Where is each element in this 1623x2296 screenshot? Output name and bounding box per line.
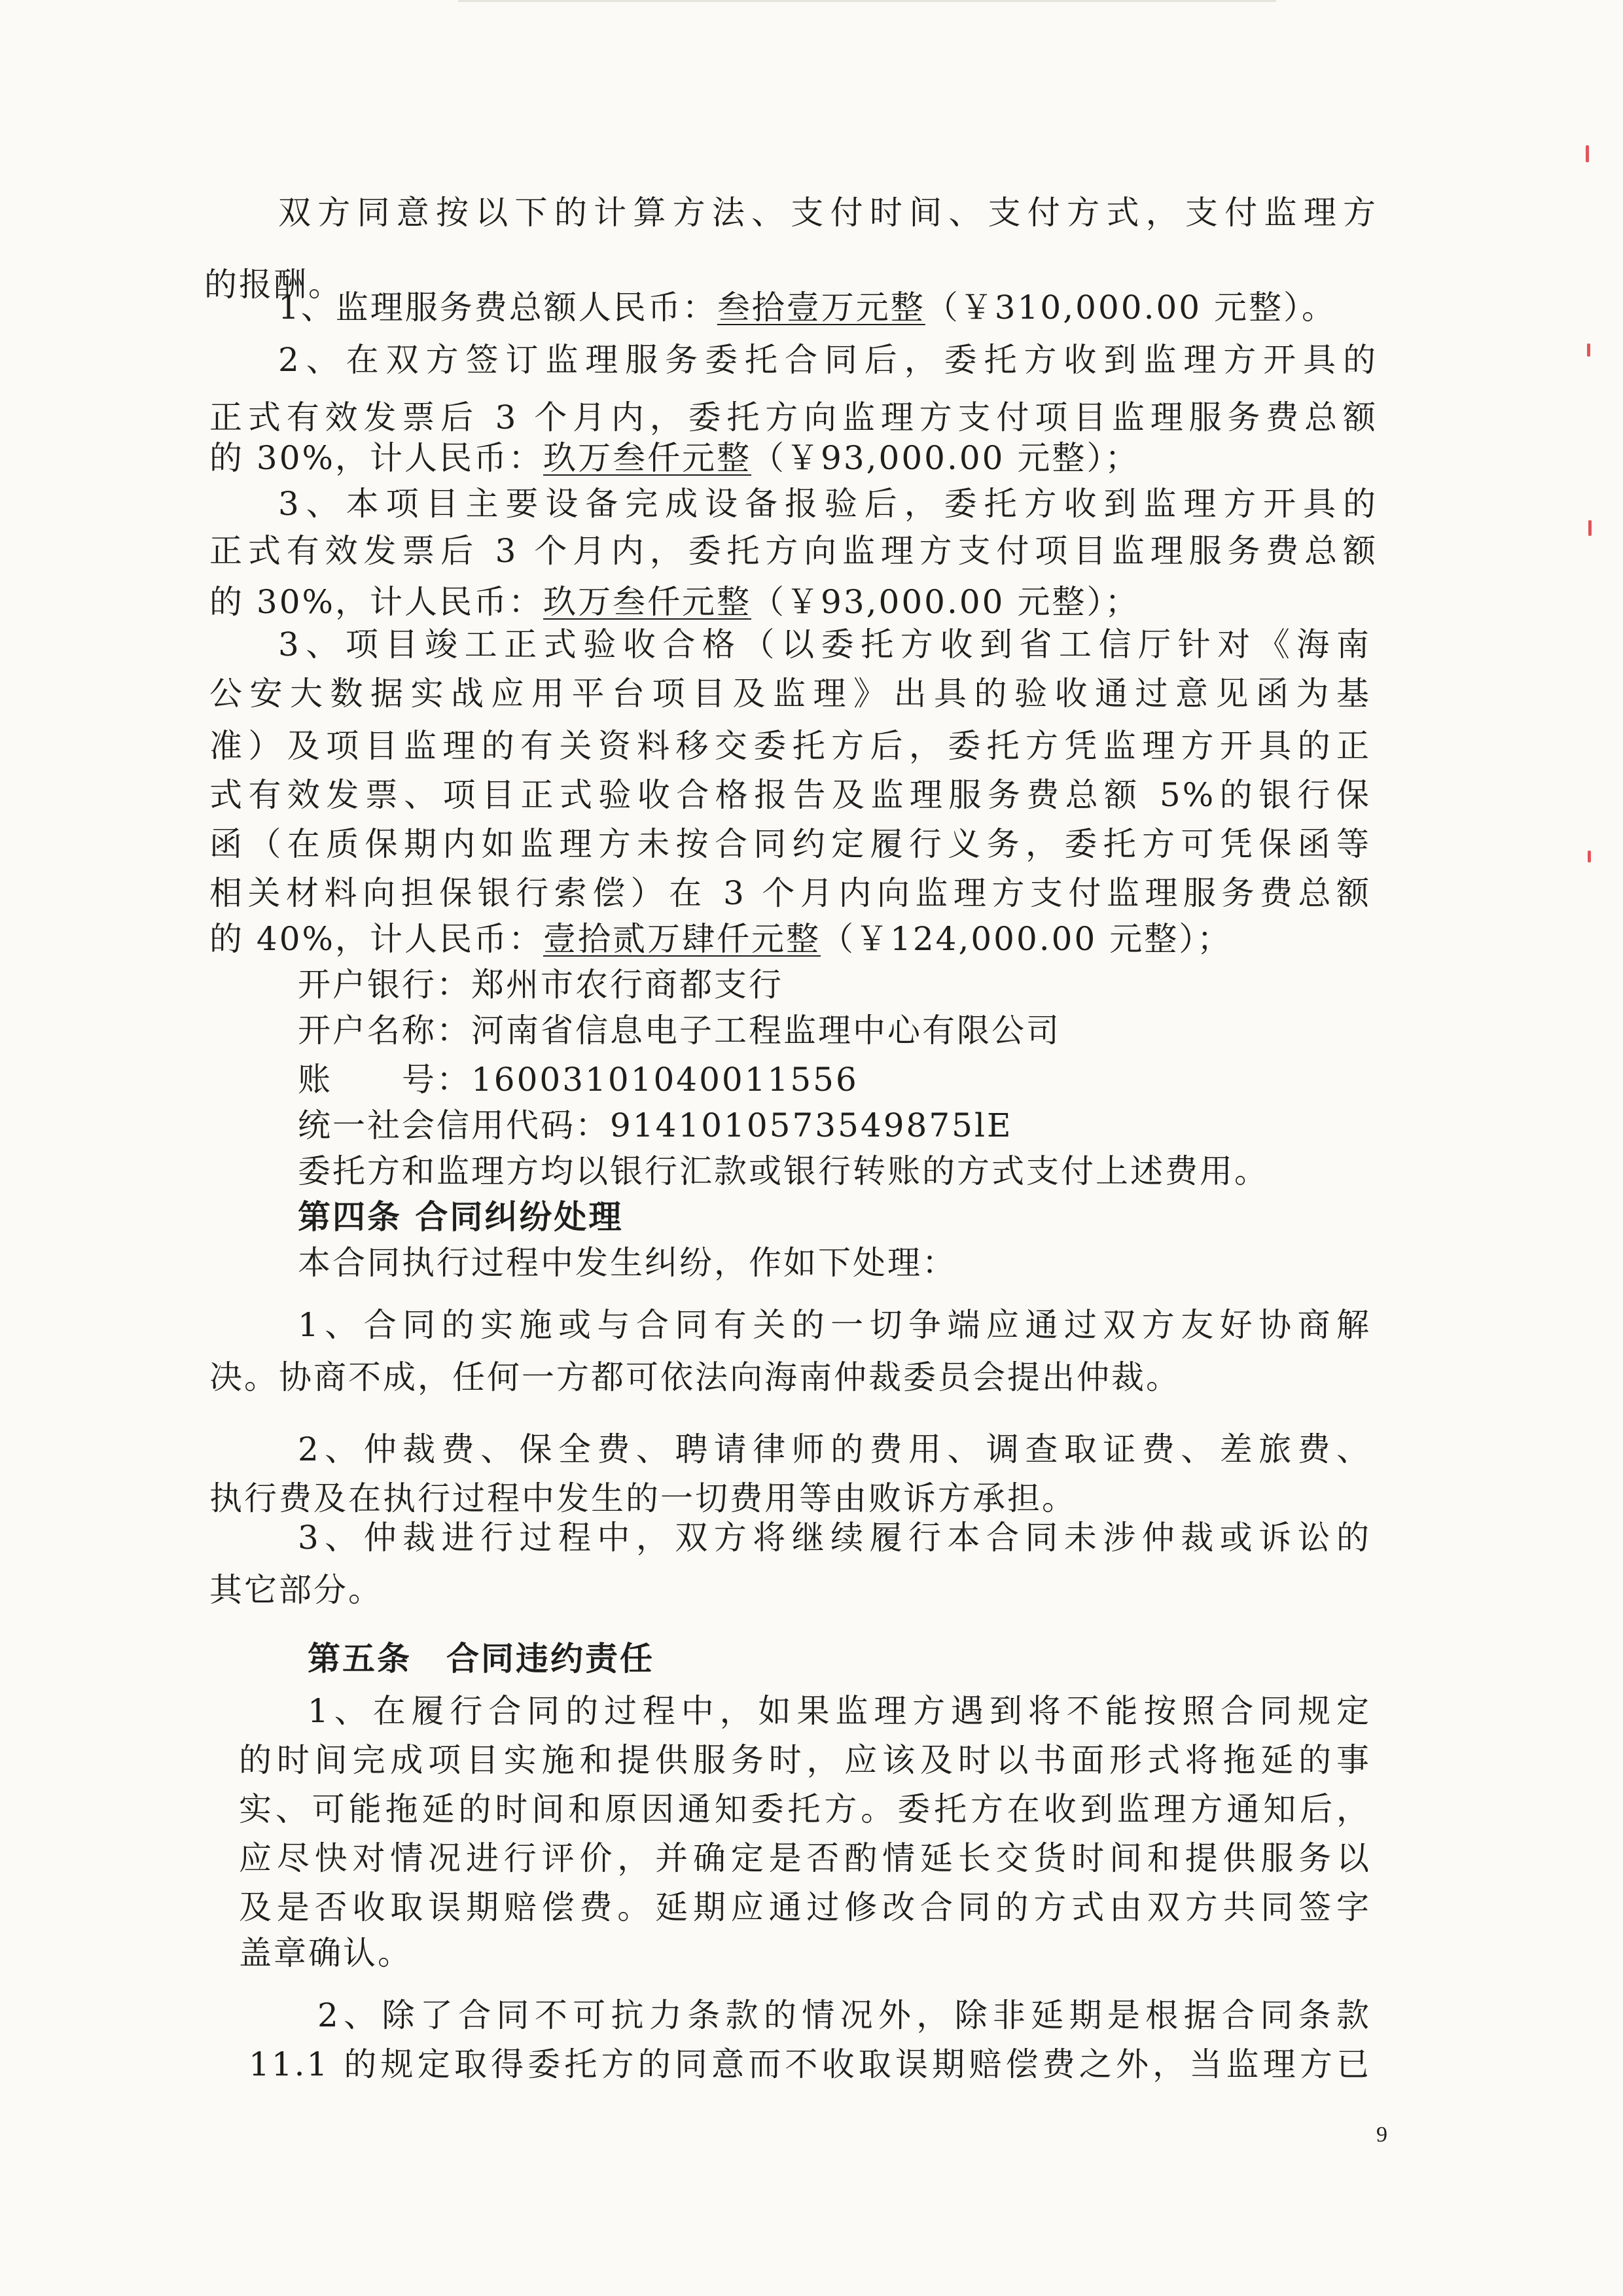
section-heading: 第四条 合同纠纷处理 [298,1197,624,1236]
text-line: 正式有效发票后 3 个月内，委托方向监理方支付项目监理服务费总额 [209,532,1378,570]
amount-chinese: 壹拾贰万肆仟元整 [543,920,821,958]
text-line: 委托方和监理方均以银行汇款或银行转账的方式支付上述费用。 [298,1152,1269,1190]
text-line: 1、在履行合同的过程中，如果监理方遇到将不能按照合同规定 [308,1692,1371,1730]
amount-figure: （￥93,000.00 元整）； [751,583,1140,621]
amount-chinese: 叁拾壹万元整 [717,289,925,327]
text-line: 决。协商不成，任何一方都可依法向海南仲裁委员会提出仲裁。 [209,1358,1181,1396]
text-line: 11.1 的规定取得委托方的同意而不收取误期赔偿费之外，当监理方已 [249,2045,1371,2083]
text-line: 本合同执行过程中发生纠纷，作如下处理： [298,1244,957,1282]
amount-chinese: 玖万叁仟元整 [543,583,752,621]
text-line: 正式有效发票后 3 个月内，委托方向监理方支付项目监理服务费总额 [209,398,1378,436]
text-line: 实、可能拖延的时间和原因通知委托方。委托方在收到监理方通知后， [239,1790,1371,1828]
text-line: 相关材料向担保银行索偿）在 3 个月内向监理方支付监理服务费总额 [209,874,1371,912]
text-line: 3、本项目主要设备完成设备报验后，委托方收到监理方开具的 [278,485,1378,523]
text-line: 的报酬。 [204,266,343,304]
clause-prefix: 1、监理服务费总额人民币： [278,289,717,327]
text-line: 双方同意按以下的计算方法、支付时间、支付方式，支付监理方 [278,194,1378,232]
scan-mark [1587,344,1590,357]
scan-mark [1586,145,1589,162]
account-number: 账 号：16003101040011556 [298,1061,859,1099]
text-line [278,288,1336,327]
text-line: 的时间完成项目实施和提供服务时，应该及时以书面形式将拖延的事 [239,1741,1371,1779]
amount-figure: （￥124,000.00 元整）； [821,920,1232,958]
amount-figure: （￥310,000.00 元整）。 [925,289,1336,327]
section-heading: 第五条 合同违约责任 [308,1639,654,1678]
text-line: 1、合同的实施或与合同有关的一切争端应通过双方友好协商解 [298,1306,1371,1344]
text-line [209,438,1139,478]
text-line: 公安大数据实战应用平台项目及监理》出具的验收通过意见函为基 [209,675,1371,713]
text-line [209,582,1139,622]
account-name: 开户名称：河南省信息电子工程监理中心有限公司 [298,1012,1061,1050]
credit-code: 统一社会信用代码：9141010573549875lE [298,1106,1013,1144]
clause-prefix: 的 40%，计人民币： [209,920,544,958]
scan-mark [1588,851,1591,862]
scan-mark [1588,520,1592,536]
page-number: 9 [1376,2123,1387,2147]
amount-figure: （￥93,000.00 元整）； [751,439,1140,477]
text-line: 应尽快对情况进行评价，并确定是否酌情延长交货时间和提供服务以 [239,1839,1371,1877]
text-line: 准）及项目监理的有关资料移交委托方后，委托方凭监理方开具的正 [209,727,1371,765]
text-line: 2、仲裁费、保全费、聘请律师的费用、调查取证费、差旅费、 [298,1430,1371,1468]
clause-prefix: 的 30%，计人民币： [209,439,544,477]
text-line: 2、在双方签订监理服务委托合同后，委托方收到监理方开具的 [278,341,1378,379]
text-line: 及是否收取误期赔偿费。延期应通过修改合同的方式由双方共同签字 [239,1888,1371,1926]
text-line: 其它部分。 [209,1571,383,1609]
text-line: 函（在质保期内如监理方未按合同约定履行义务，委托方可凭保函等 [209,825,1371,863]
clause-prefix: 的 30%，计人民币： [209,583,544,621]
text-line: 3、仲裁进行过程中，双方将继续履行本合同未涉仲裁或诉讼的 [298,1519,1371,1557]
text-line: 执行费及在执行过程中发生的一切费用等由败诉方承担。 [209,1479,1077,1517]
scan-edge-line [458,0,1276,2]
text-line: 3、项目竣工正式验收合格（以委托方收到省工信厅针对《海南 [278,626,1371,663]
text-line: 2、除了合同不可抗力条款的情况外，除非延期是根据合同条款 [317,1996,1371,2034]
text-line [209,919,1232,959]
text-line: 式有效发票、项目正式验收合格报告及监理服务费总额 5%的银行保 [209,776,1371,814]
bank-name: 开户银行：郑州市农行商都支行 [298,966,783,1004]
amount-chinese: 玖万叁仟元整 [543,439,752,477]
text-line: 盖章确认。 [239,1934,412,1972]
